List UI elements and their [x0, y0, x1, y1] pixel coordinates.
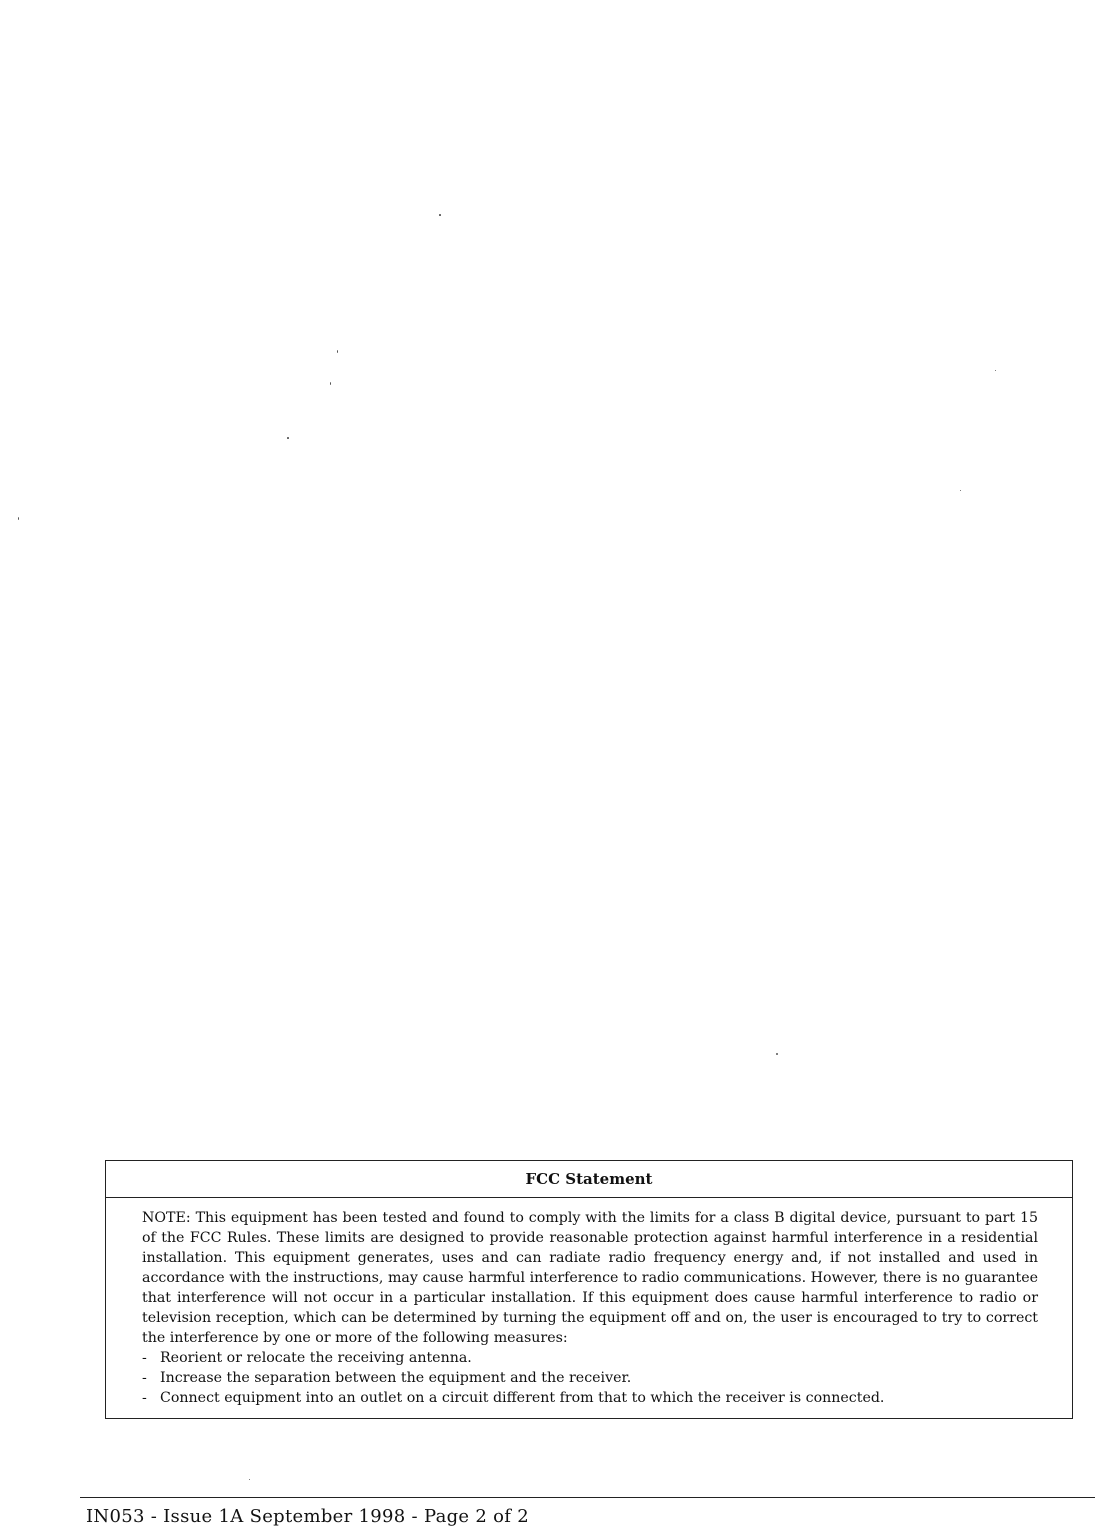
dash-bullet: -: [142, 1390, 147, 1406]
scan-speck: [330, 382, 331, 385]
scan-speck: [776, 1053, 778, 1055]
page-footer: IN053 - Issue 1A September 1998 - Page 2 of 2: [86, 1506, 530, 1527]
measure-text: Reorient or relocate the receiving antenna.: [160, 1350, 472, 1366]
list-item: [142, 1348, 1038, 1368]
measure-text: Connect equipment into an outlet on a circuit different from that to which the receiver is connected.: [160, 1390, 885, 1406]
fcc-statement-title-text: FCC Statement: [525, 1170, 653, 1188]
dash-bullet: -: [142, 1370, 147, 1386]
fcc-statement-title: [106, 1161, 1072, 1198]
footer-divider: [80, 1497, 1095, 1498]
scan-speck: [18, 517, 19, 520]
fcc-note-paragraph: NOTE: This equipment has been tested and found to comply with the limits for a class B digital device, pursuant to part 15 of the FCC Rules. These limits are designed to provide reasonable protection against harmful interference in a residential installation. This equipment generates, uses and can radiate radio frequency energy and, if not installed and used in accordance with the instructions, may cause harmful interference to radio communications. However, there is no guarantee that interference will not occur in a particular installation. If this equipment does cause harmful interference to radio or television reception, which can be determined by turning the equipment off and on, the user is encouraged to try to correct the interference by one or more of the following measures:: [142, 1210, 1038, 1346]
scan-speck: [995, 370, 996, 371]
dash-bullet: -: [142, 1350, 147, 1366]
scan-speck: [287, 437, 289, 439]
scan-speck: [960, 490, 961, 491]
measure-text: Increase the separation between the equipment and the receiver.: [160, 1370, 632, 1386]
scan-speck: [337, 350, 338, 353]
scan-speck: [439, 214, 441, 216]
fcc-statement-body: [106, 1198, 1072, 1408]
scan-speck: [249, 1479, 250, 1480]
list-item: [142, 1388, 1038, 1408]
list-item: [142, 1368, 1038, 1388]
fcc-statement-box: [105, 1160, 1073, 1419]
fcc-measures-list: [142, 1348, 1038, 1408]
